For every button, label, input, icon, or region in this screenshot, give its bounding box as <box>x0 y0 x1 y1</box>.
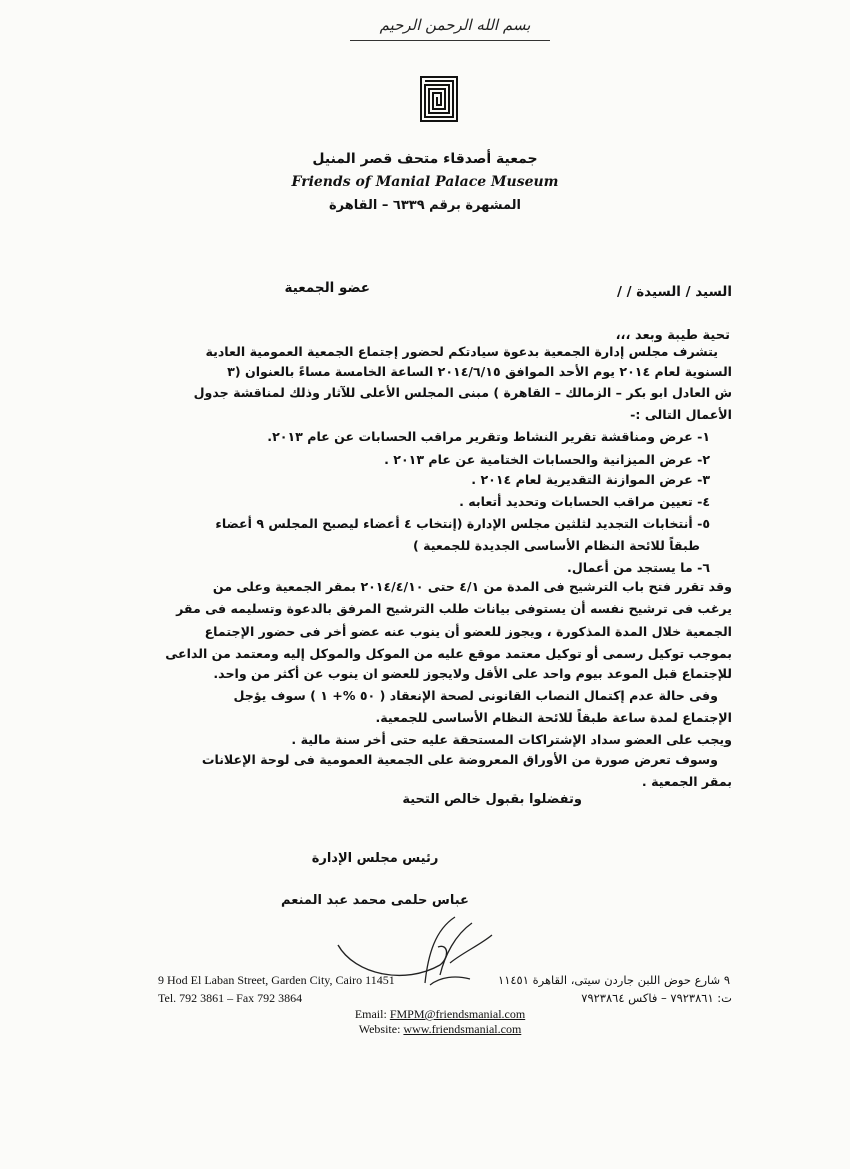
closing: وتفضلوا بقبول خالص التحية <box>402 792 582 807</box>
footer-phone-en: Tel. 792 3861 – Fax 792 3864 <box>158 991 303 1005</box>
body-line: السنوية لعام ٢٠١٤ يوم الأحد الموافق ٢٠١٤/٦/١٥ الساعة الخامسة مساءً بالعنوان (٣ <box>227 364 732 379</box>
paragraph-line: وسوف تعرض صورة من الأوراق المعروضة على الجمعية العمومية فى لوحة الإعلانات <box>201 752 718 767</box>
footer-address-en: 9 Hod El Laban Street, Garden City, Cairo 11451 <box>158 973 395 987</box>
paragraph-line: للإجتماع قبل الموعد بيوم واحد على الأقل ولايجوز للعضو ان ينوب عن أكثر من واحد. <box>213 666 732 681</box>
paragraph-line: وفى حالة عدم إكتمال النصاب القانونى لصحة الإنعقاد ( ٥٠ %+ ١ ) سوف يؤجل <box>233 688 718 703</box>
signatory-title: رئيس مجلس الإدارة <box>311 851 439 866</box>
org-name-english: Friends of Manial Palace Museum <box>291 174 559 190</box>
footer-phone-ar: ت: ٧٩٢٣٨٦١ – فاكس ٧٩٢٣٨٦٤ <box>581 991 732 1005</box>
agenda-item: طبقاً للائحة النظام الأساسى الجديدة للجمعية ) <box>412 538 700 553</box>
square-kufic-logo-icon <box>420 76 458 122</box>
email-link[interactable]: FMPM@friendsmanial.com <box>389 1007 526 1021</box>
agenda-item: ٥- أنتخابات التجديد لثلثين مجلس الإدارة (إنتخاب ٤ أعضاء ليصبح المجلس ٩ أعضاء <box>215 516 710 531</box>
website-link[interactable]: www.friendsmanial.com <box>403 1022 522 1036</box>
org-name-arabic: جمعية أصدقاء متحف قصر المنيل <box>312 151 538 167</box>
paragraph-line: يرغب فى ترشيح نفسه أن يستوفى بيانات طلب الترشيح المرفق بالدعوة وتسليمه فى مقر <box>176 601 732 616</box>
paragraph-line: بموجب توكيل رسمى أو توكيل معتمد موقع عليه من الموكل والموكل إليه ومعتمد من الداعى <box>165 646 732 661</box>
signatory-name: عباس حلمى محمد عبد المنعم <box>281 893 469 908</box>
body-line: يتشرف مجلس إدارة الجمعية بدعوة سيادتكم لحضور إجتماع الجمعية العمومية العادية <box>205 344 718 359</box>
paragraph-line: بمقر الجمعية . <box>641 774 732 789</box>
agenda-item: ٢- عرض الميزانية والحسابات الختامية عن عام ٢٠١٣ . <box>384 452 710 467</box>
website-label: Website: <box>358 1022 401 1036</box>
agenda-item: ٣- عرض الموازنة التقديرية لعام ٢٠١٤ . <box>471 472 710 487</box>
body-line: ش العادل ابو بكر – الزمالك – القاهرة ) مبنى المجلس الأعلى للآثار وذلك لمناقشة جدول <box>193 385 732 400</box>
footer-website-line <box>260 1022 620 1037</box>
addressee-role: عضو الجمعية <box>284 280 370 296</box>
basmala-underline <box>350 40 550 41</box>
email-label: Email: <box>354 1007 387 1021</box>
body-line: الأعمال التالى :- <box>630 407 732 422</box>
footer-address-ar: ٩ شارع حوض اللبن جاردن سيتى، القاهرة ١١٤٥١ <box>498 973 730 987</box>
agenda-item: ٤- تعيين مراقب الحسابات وتحديد أتعابه . <box>459 494 710 509</box>
footer-email-line <box>260 1007 620 1022</box>
addressee-salutation: السيد / السيدة / / <box>616 284 732 300</box>
paragraph-line: ويجب على العضو سداد الإشتراكات المستحقة عليه حتى أخر سنة مالية . <box>291 732 732 747</box>
basmala: بسم الله الرحمن الرحيم <box>379 16 531 34</box>
paragraph-line: الجمعية خلال المدة المذكورة ، ويجوز للعضو أن ينوب عنه عضو أخر فى حضور الإجتماع <box>204 624 732 639</box>
registration-number: المشهرة برقم ٦٣٣٩ – القاهرة <box>328 198 521 213</box>
agenda-item: ١- عرض ومناقشة تقرير النشاط وتقرير مراقب الحسابات عن عام ٢٠١٣. <box>267 429 710 444</box>
greeting: تحية طيبة وبعد ،،، <box>615 328 730 343</box>
paragraph-line: وقد تقرر فتح باب الترشيح فى المدة من ٤/١ حتى ٢٠١٤/٤/١٠ بمقر الجمعية وعلى من <box>212 579 732 594</box>
paragraph-line: الإجتماع لمدة ساعة طبقاً للائحة النظام الأساسى للجمعية. <box>375 710 732 725</box>
agenda-item: ٦- ما يستجد من أعمال. <box>567 560 710 575</box>
